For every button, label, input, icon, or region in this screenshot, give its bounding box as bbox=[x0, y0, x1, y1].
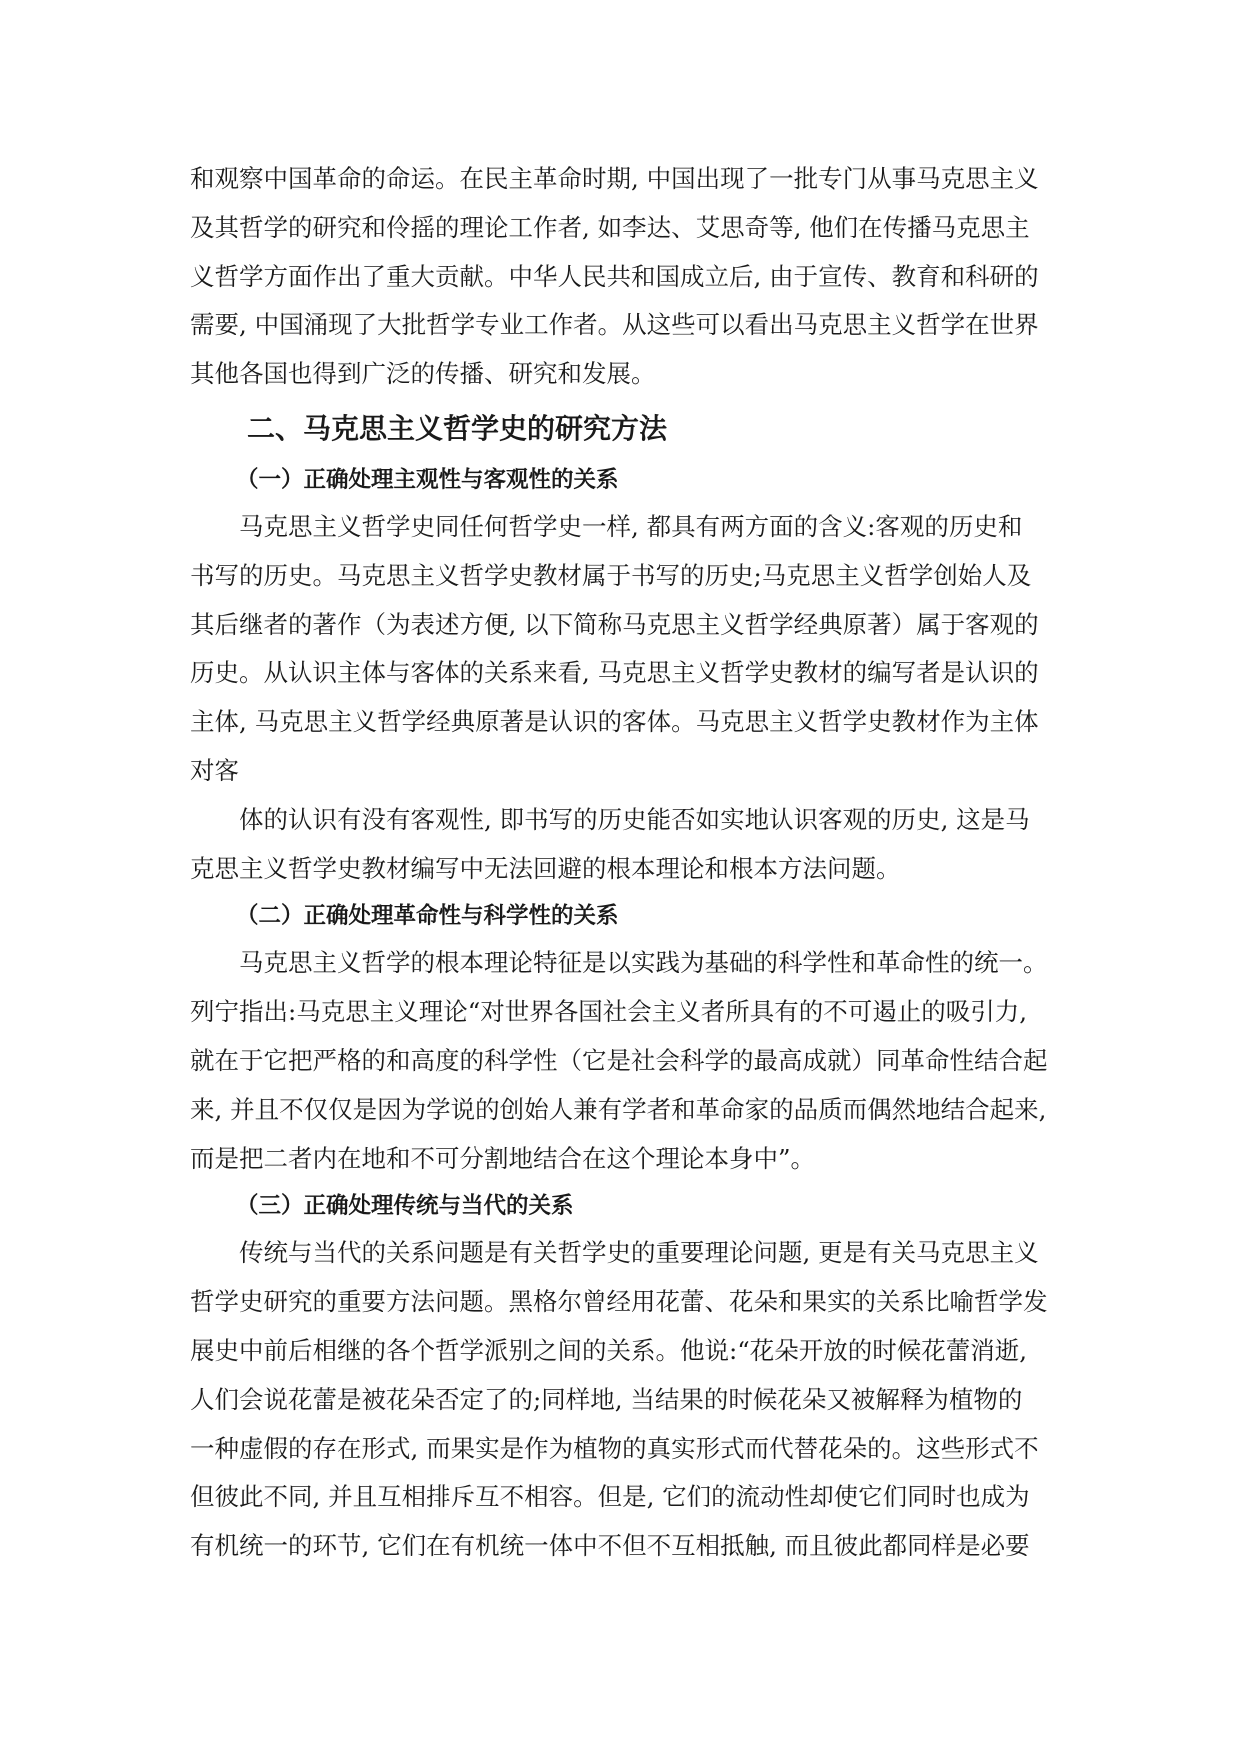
text-line: 列宁指出:马克思主义理论“对世界各国社会主义者所具有的不可遏止的吸引力, bbox=[190, 997, 1028, 1027]
text-line: 马克思主义哲学史同任何哲学史一样, 都具有两方面的含义:客观的历史和 bbox=[239, 511, 1023, 541]
subsection-3-paragraph-1 bbox=[190, 1229, 1070, 1571]
subsection-1-paragraph-2 bbox=[190, 796, 1070, 894]
subsection-heading-2: （二）正确处理革命性与科学性的关系 bbox=[236, 903, 619, 930]
text-line: 克思主义哲学史教材编写中无法回避的根本理论和根本方法问题。 bbox=[190, 853, 901, 883]
text-line: 书写的历史。马克思主义哲学史教材属于书写的历史;马克思主义哲学创始人及 bbox=[190, 560, 1032, 590]
text-line: 体的认识有没有客观性, 即书写的历史能否如实地认识客观的历史, 这是马 bbox=[239, 804, 1030, 834]
text-line: 而是把二者内在地和不可分割地结合在这个理论本身中”。 bbox=[190, 1143, 816, 1173]
text-line: 义哲学方面作出了重大贡献。中华人民共和国成立后, 由于宣传、教育和科研的 bbox=[190, 261, 1039, 291]
text-line: 对客 bbox=[190, 755, 239, 785]
text-line: 及其哲学的研究和伶摇的理论工作者, 如李达、艾思奇等, 他们在传播马克思主 bbox=[190, 212, 1030, 242]
text-line: 展史中前后相继的各个哲学派别之间的关系。他说:“花朵开放的时候花蕾消逝, bbox=[190, 1335, 1028, 1365]
text-line: 传统与当代的关系问题是有关哲学史的重要理论问题, 更是有关马克思主义 bbox=[239, 1238, 1039, 1268]
subsection-2-paragraph-1 bbox=[190, 939, 1070, 1183]
subsection-heading-3: （三）正确处理传统与当代的关系 bbox=[236, 1193, 574, 1220]
document-page bbox=[190, 155, 1070, 1571]
text-line: 人们会说花蕾是被花朵否定了的;同样地, 当结果的时候花朵又被解释为植物的 bbox=[190, 1384, 1023, 1414]
subsection-1-paragraph-1 bbox=[190, 503, 1070, 796]
text-line: 但彼此不同, 并且互相排斥互不相容。但是, 它们的流动性却使它们同时也成为 bbox=[190, 1482, 1030, 1512]
text-line: 有机统一的环节, 它们在有机统一体中不但不互相抵触, 而且彼此都同样是必要 bbox=[190, 1531, 1030, 1561]
text-line: 就在于它把严格的和高度的科学性（它是社会科学的最高成就）同革命性结合起 bbox=[190, 1045, 1048, 1075]
text-line: 历史。从认识主体与客体的关系来看, 马克思主义哲学史教材的编写者是认识的 bbox=[190, 658, 1039, 688]
text-line: 需要, 中国涌现了大批哲学专业工作者。从这些可以看出马克思主义哲学在世界 bbox=[190, 310, 1039, 340]
text-line: 来, 并且不仅仅是因为学说的创始人兼有学者和革命家的品质而偶然地结合起来, bbox=[190, 1094, 1047, 1124]
text-line: 其后继者的著作（为表述方便, 以下简称马克思主义哲学经典原著）属于客观的 bbox=[190, 609, 1039, 639]
text-line: 和观察中国革命的命运。在民主革命时期, 中国出现了一批专门从事马克思主义 bbox=[190, 164, 1039, 193]
text-line: 其他各国也得到广泛的传播、研究和发展。 bbox=[190, 359, 656, 389]
section-heading: 二、马克思主义哲学史的研究方法 bbox=[247, 411, 668, 445]
text-line: 马克思主义哲学的根本理论特征是以实践为基础的科学性和革命性的统一。 bbox=[239, 948, 1048, 978]
subsection-heading-1: （一）正确处理主观性与客观性的关系 bbox=[236, 466, 619, 493]
text-line: 一种虚假的存在形式, 而果实是作为植物的真实形式而代替花朵的。这些形式不 bbox=[190, 1433, 1039, 1463]
text-line: 哲学史研究的重要方法问题。黑格尔曾经用花蕾、花朵和果实的关系比喻哲学发 bbox=[190, 1287, 1048, 1317]
intro-paragraph bbox=[190, 155, 1070, 399]
text-line: 主体, 马克思主义哲学经典原著是认识的客体。马克思主义哲学史教材作为主体 bbox=[190, 707, 1039, 737]
